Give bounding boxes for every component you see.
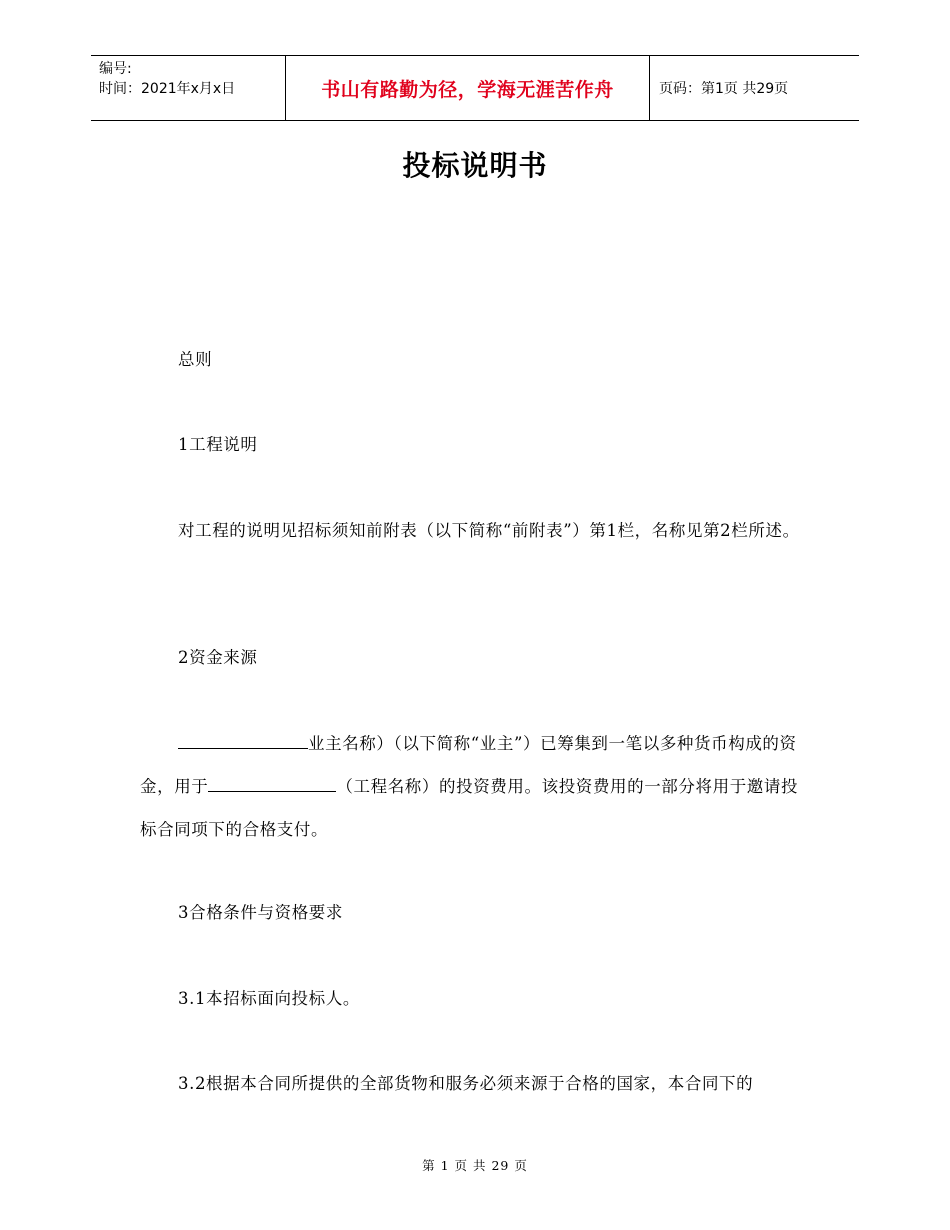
section-1-text: 对工程的说明见招标须知前附表（以下简称“前附表”）第1栏，名称见第2栏所述。 (178, 521, 800, 540)
header-motto: 书山有路勤为径，学海无涯苦作舟 (286, 56, 650, 120)
section-2-text-part-a: 业主名称）（以下简称“业主”）已筹集到一笔以多种货币构成的资金，用于 (140, 734, 797, 796)
number-label: 编号: (99, 61, 132, 77)
header-meta (91, 56, 286, 120)
blank-owner-name (178, 732, 308, 749)
section-2-text-part-b: （工程名称）的投资费用。该投资费用的一部分将用于邀请投标合同项下的合格支付。 (140, 777, 799, 839)
header-page-info: 页码：第1页 共29页 (659, 81, 789, 97)
section-general: 总则 (178, 350, 213, 369)
section-2-text (140, 722, 812, 851)
date-label: 时间：2021年x月x日 (99, 81, 236, 97)
section-3-1: 3.1本招标面向投标人。 (178, 989, 360, 1008)
section-3-2: 3.2根据本合同所提供的全部货物和服务必须来源于合格的国家，本合同下的 (178, 1074, 754, 1093)
document-title: 投标说明书 (402, 149, 548, 182)
section-1-heading: 1工程说明 (178, 435, 258, 454)
page-footer: 第 1 页 共 29 页 (422, 1158, 528, 1173)
section-2-heading: 2资金来源 (178, 648, 258, 667)
blank-project-name (208, 775, 336, 792)
section-3-heading: 3合格条件与资格要求 (178, 903, 343, 922)
document-header (91, 55, 859, 121)
